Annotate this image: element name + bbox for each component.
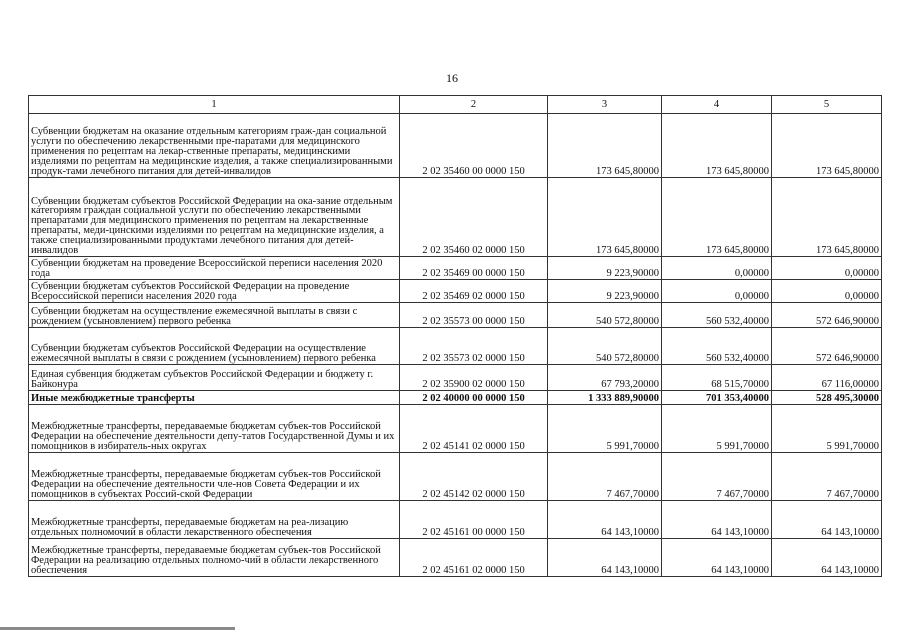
column-header: 1 [29, 96, 400, 114]
table-row [29, 365, 882, 391]
row-code: 2 02 35469 00 0000 150 [400, 257, 548, 280]
row-value-col3: 64 143,10000 [548, 501, 662, 539]
row-value-col3: 67 793,20000 [548, 365, 662, 391]
table-row [29, 114, 882, 178]
row-value-col5: 7 467,70000 [772, 453, 882, 501]
row-value-col3: 7 467,70000 [548, 453, 662, 501]
row-value-col5: 0,00000 [772, 257, 882, 280]
row-value-col4: 701 353,40000 [662, 391, 772, 405]
table-row [29, 539, 882, 577]
row-value-col5: 572 646,90000 [772, 328, 882, 365]
table-row [29, 280, 882, 303]
row-value-col5: 173 645,80000 [772, 178, 882, 257]
row-value-col3: 5 991,70000 [548, 405, 662, 453]
row-value-col3: 9 223,90000 [548, 280, 662, 303]
row-name: Межбюджетные трансферты, передаваемые бюджетам субъек-тов Российской Федерации на обеспечение деятельности депу-татов Государственной Думы и их помощников в избиратель-ных округах [29, 405, 400, 453]
row-value-col3: 173 645,80000 [548, 178, 662, 257]
row-name: Субвенции бюджетам на осуществление ежемесячной выплаты в связи с рождением (усыновлением) первого ребенка [29, 303, 400, 328]
footer-rule [0, 627, 235, 630]
row-name: Межбюджетные трансферты, передаваемые бюджетам субъек-тов Российской Федерации на реализацию отдельных полномо-чий в области лекарственного обеспечения [29, 539, 400, 577]
row-value-col5: 64 143,10000 [772, 539, 882, 577]
row-name: Субвенции бюджетам на оказание отдельным категориям граж-дан социальной услуги по обеспечению лекарственными пре-паратами для медицинского применения по рецептам на лекар-ственные препараты, медицинскими изделиями по рецептам на медицинские изделия, а также специализированными продук-тами лечебного питания для детей-инвалидов [29, 114, 400, 178]
column-header: 5 [772, 96, 882, 114]
column-header: 2 [400, 96, 548, 114]
row-value-col4: 5 991,70000 [662, 405, 772, 453]
row-value-col4: 64 143,10000 [662, 539, 772, 577]
row-value-col3: 64 143,10000 [548, 539, 662, 577]
row-name: Межбюджетные трансферты, передаваемые бюджетам субъек-тов Российской Федерации на обеспечение деятельности чле-нов Совета Федерации и их помощников в субъектах Россий-ской Федерации [29, 453, 400, 501]
row-value-col4: 68 515,70000 [662, 365, 772, 391]
page-number: 16 [446, 71, 458, 85]
column-header: 3 [548, 96, 662, 114]
row-name: Субвенции бюджетам субъектов Российской Федерации на ока-зание отдельным категориям граждан социальной услуги по обеспечению лекарственными препаратами для медицинского применения по рецептам на лекарственные препараты, меди-цинскими изделиями по рецептам на медицинские изделия, а также специализированными продуктами лечебного питания для детей-инвалидов [29, 178, 400, 257]
row-code: 2 02 35460 00 0000 150 [400, 114, 548, 178]
table-row [29, 328, 882, 365]
row-value-col5: 67 116,00000 [772, 365, 882, 391]
row-name: Иные межбюджетные трансферты [29, 391, 400, 405]
row-code: 2 02 35900 02 0000 150 [400, 365, 548, 391]
row-name: Межбюджетные трансферты, передаваемые бюджетам на реа-лизацию отдельных полномочий в области лекарственного обеспечения [29, 501, 400, 539]
row-code: 2 02 35469 02 0000 150 [400, 280, 548, 303]
row-value-col4: 173 645,80000 [662, 178, 772, 257]
row-value-col4: 560 532,40000 [662, 328, 772, 365]
table-row [29, 453, 882, 501]
budget-table [28, 95, 882, 577]
row-code: 2 02 45141 02 0000 150 [400, 405, 548, 453]
row-code: 2 02 35573 02 0000 150 [400, 328, 548, 365]
table-row-total [29, 391, 882, 405]
row-value-col3: 540 572,80000 [548, 303, 662, 328]
row-name: Субвенции бюджетам на проведение Всероссийской переписи населения 2020 года [29, 257, 400, 280]
row-value-col4: 7 467,70000 [662, 453, 772, 501]
table-row [29, 178, 882, 257]
row-value-col5: 572 646,90000 [772, 303, 882, 328]
table-row [29, 257, 882, 280]
row-code: 2 02 45161 00 0000 150 [400, 501, 548, 539]
row-value-col4: 0,00000 [662, 280, 772, 303]
row-value-col3: 1 333 889,90000 [548, 391, 662, 405]
row-value-col5: 0,00000 [772, 280, 882, 303]
row-code: 2 02 40000 00 0000 150 [400, 391, 548, 405]
row-code: 2 02 35573 00 0000 150 [400, 303, 548, 328]
table-row [29, 501, 882, 539]
row-name: Субвенции бюджетам субъектов Российской Федерации на осуществление ежемесячной выплаты в связи с рождением (усыновлением) первого ребенка [29, 328, 400, 365]
row-name: Субвенции бюджетам субъектов Российской Федерации на проведение Всероссийской переписи населения 2020 года [29, 280, 400, 303]
row-code: 2 02 45161 02 0000 150 [400, 539, 548, 577]
table-header-row [29, 96, 882, 114]
column-header: 4 [662, 96, 772, 114]
row-value-col4: 0,00000 [662, 257, 772, 280]
row-name: Единая субвенция бюджетам субъектов Российской Федерации и бюджету г. Байконура [29, 365, 400, 391]
row-value-col5: 5 991,70000 [772, 405, 882, 453]
row-value-col3: 173 645,80000 [548, 114, 662, 178]
row-value-col5: 173 645,80000 [772, 114, 882, 178]
row-code: 2 02 45142 02 0000 150 [400, 453, 548, 501]
row-value-col5: 64 143,10000 [772, 501, 882, 539]
row-value-col3: 540 572,80000 [548, 328, 662, 365]
row-value-col4: 560 532,40000 [662, 303, 772, 328]
table-row [29, 303, 882, 328]
row-value-col5: 528 495,30000 [772, 391, 882, 405]
row-code: 2 02 35460 02 0000 150 [400, 178, 548, 257]
table-row [29, 405, 882, 453]
row-value-col3: 9 223,90000 [548, 257, 662, 280]
row-value-col4: 173 645,80000 [662, 114, 772, 178]
row-value-col4: 64 143,10000 [662, 501, 772, 539]
